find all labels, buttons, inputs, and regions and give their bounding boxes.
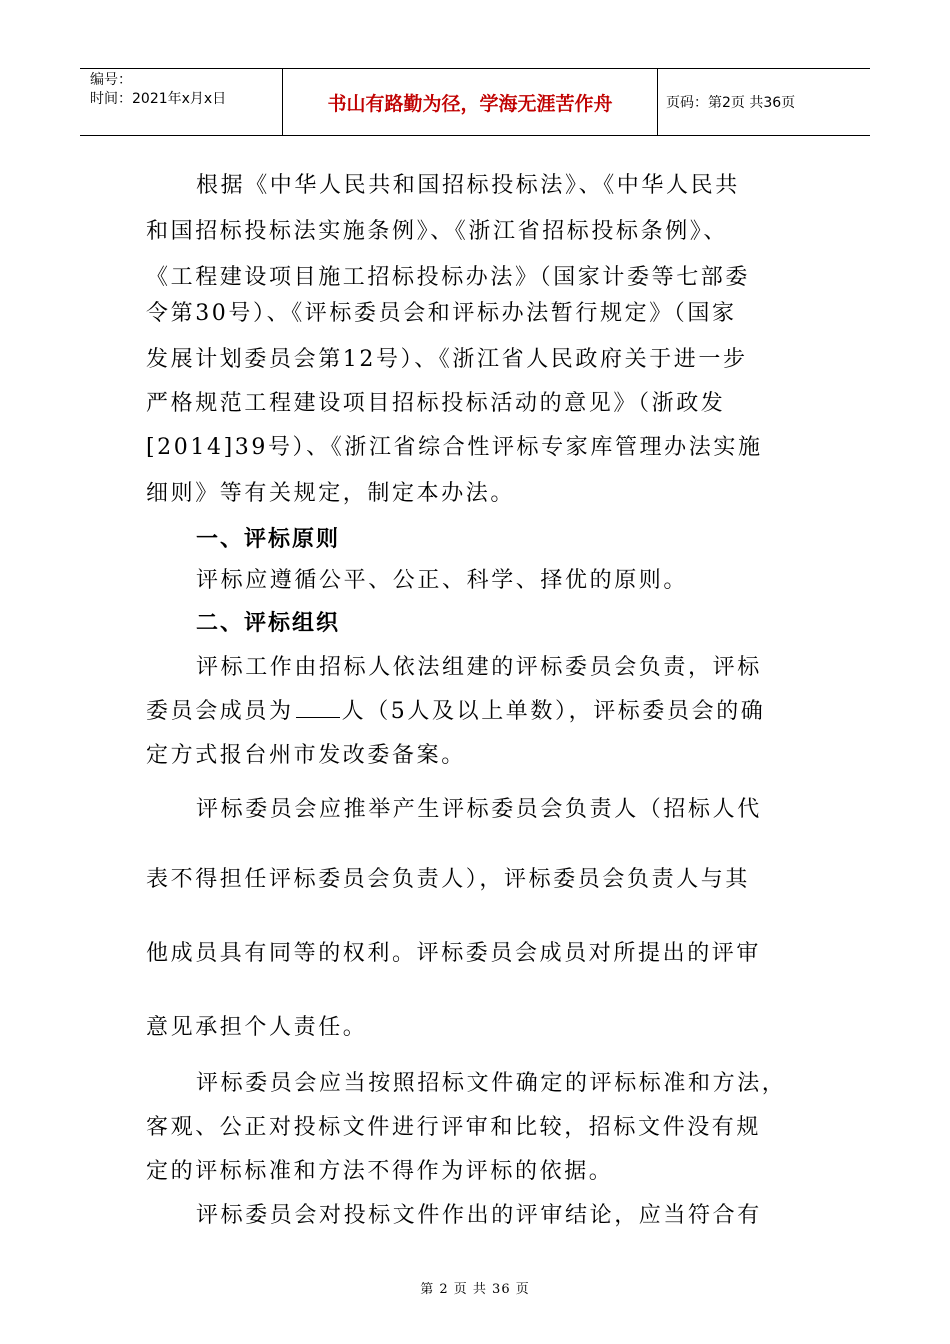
paragraph1-line: 根据《中华人民共和国招标投标法》、《中华人民共 [196,173,740,198]
paragraph3-line: 他成员具有同等的权利。评标委员会成员对所提出的评审 [146,941,762,966]
paragraph2-line: 定方式报台州市发改委备案。 [146,743,466,768]
paragraph2-text: 人（5人及以上单数），评标委员会的确 [341,699,766,724]
paragraph4-line: 客观、公正对投标文件进行评审和比较，招标文件没有规 [146,1115,762,1140]
paragraph3-line: 表不得担任评标委员会负责人），评标委员会负责人与其 [146,867,751,892]
paragraph2-line: 评标工作由招标人依法组建的评标委员会负责，评标 [196,655,762,680]
paragraph2-text: 委员会成员为 [146,699,294,724]
paragraph4-line: 定的评标标准和方法不得作为评标的依据。 [146,1159,614,1184]
paragraph1-line: 细则》等有关规定，制定本办法。 [146,481,516,506]
header-page-label: 页码：第2页 共36页 [666,95,796,111]
paragraph4-line: 评标委员会应当按照招标文件确定的评标标准和方法， [196,1071,787,1096]
header-meta [80,69,282,135]
section1-text: 评标应遵循公平、公正、科学、择优的原则。 [196,568,689,593]
paragraph3-line: 评标委员会应推举产生评标委员会负责人（招标人代 [196,797,762,822]
document-header [80,68,870,136]
member-count-blank [296,699,340,718]
paragraph5-line: 评标委员会对投标文件作出的评审结论，应当符合有 [196,1203,762,1228]
paragraph2-line [146,694,765,725]
section1-heading: 一、评标原则 [196,527,341,552]
section2-heading: 二、评标组织 [196,611,341,636]
number-label: 编号： [90,72,132,88]
paragraph1-line: 和国招标投标法实施条例》、《浙江省招标投标条例》、 [146,219,729,244]
time-label: 时间：2021年x月x日 [90,91,227,107]
header-motto: 书山有路勤为径，学海无涯苦作舟 [282,69,658,135]
page-footer: 第 2 页 共 36 页 [420,1282,530,1297]
paragraph1-line: 《工程建设项目施工招标投标办法》（国家计委等七部委 [146,265,751,290]
paragraph1-line: [2014]39号）、《浙江省综合性评标专家库管理办法实施 [146,435,763,460]
paragraph1-line: 发展计划委员会第12号）、《浙江省人民政府关于进一步 [146,347,748,372]
paragraph1-line: 令第30号）、《评标委员会和评标办法暂行规定》（国家 [146,301,737,326]
paragraph3-line: 意见承担个人责任。 [146,1015,368,1040]
paragraph1-line: 严格规范工程建设项目招标投标活动的意见》（浙政发 [146,391,726,416]
